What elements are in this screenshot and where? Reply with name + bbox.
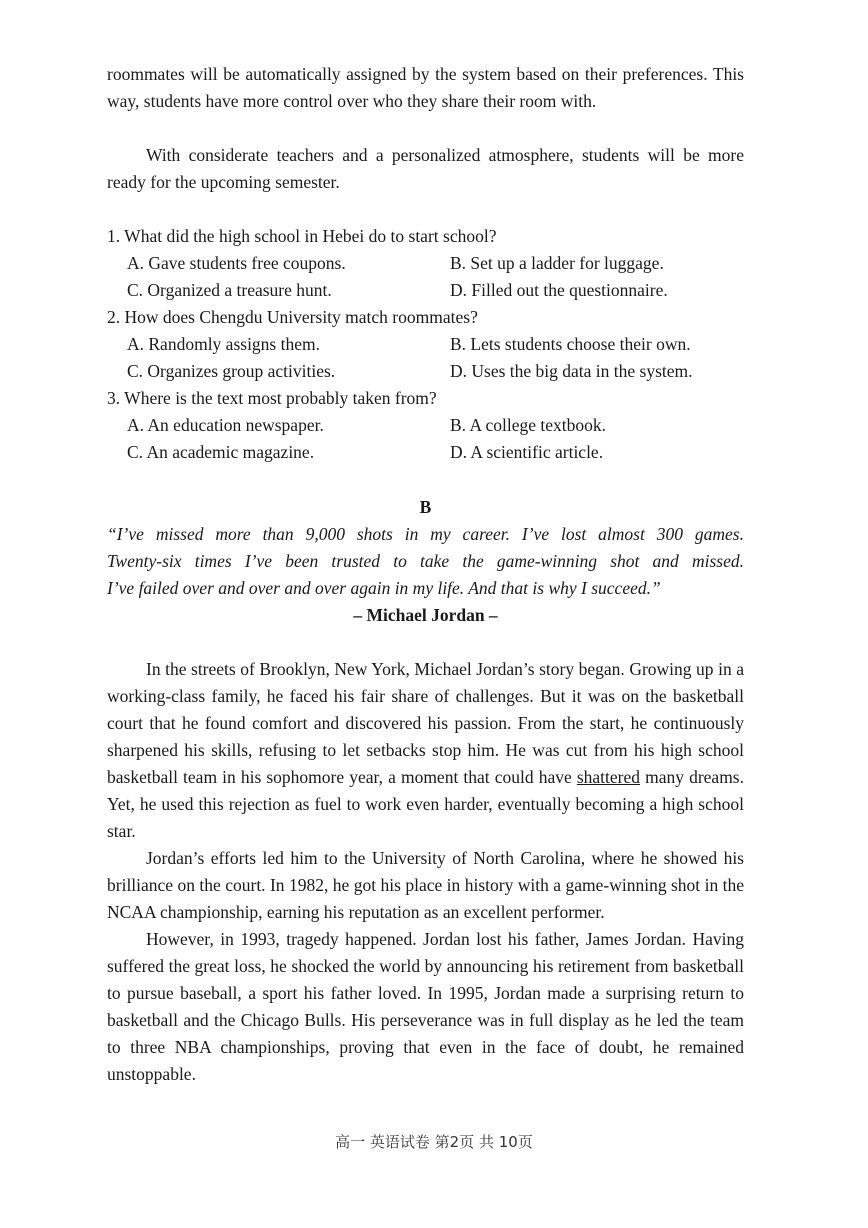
question-3-option-d: D. A scientific article.	[450, 442, 604, 462]
passage-paragraph-2: Jordan’s efforts led him to the University of North Carolina, where he showed his brilliance on the court. In 1982, he got his place in history with a game-winning shot in the NCAA championship, earning his reputation as an excellent performer.	[107, 848, 744, 922]
question-1-option-c: C. Organized a treasure hunt.	[127, 280, 332, 300]
section-heading: B	[419, 497, 432, 517]
question-1-option-d: D. Filled out the questionnaire.	[450, 280, 668, 300]
question-1-option-b: B. Set up a ladder for luggage.	[450, 253, 664, 273]
question-3-option-b: B. A college textbook.	[450, 415, 607, 435]
question-2-option-b: B. Lets students choose their own.	[450, 334, 691, 354]
question-2-option-d: D. Uses the big data in the system.	[450, 361, 693, 381]
question-3-stem: 3. Where is the text most probably taken from?	[107, 388, 437, 408]
quote-line: I’ve failed over and over and over again in my life. And that is why I succeed.”	[107, 578, 661, 598]
paragraph-text: many dreams. Yet, he used this rejection as fuel to work even harder, eventually becoming a high school star.	[107, 767, 744, 841]
closing-paragraph: With considerate teachers and a personalized atmosphere, students will be more ready for the upcoming semester.	[107, 145, 744, 192]
question-1-stem: 1. What did the high school in Hebei do to start school?	[107, 226, 497, 246]
page-footer: 高一 英语试卷 第2页 共 10页	[335, 1133, 533, 1151]
quote-author: – Michael Jordan –	[353, 605, 498, 625]
passage-paragraph-3: However, in 1993, tragedy happened. Jordan lost his father, James Jordan. Having suffered the great loss, he shocked the world by announcing his retirement from basketball to pursue baseball, a sport his father loved. In 1995, Jordan made a surprising return to basketball and the Chicago Bulls. His perseverance was in full display as he led the team to three NBA championships, proving that even in the face of doubt, he remained unstoppable.	[107, 929, 744, 1084]
question-2-stem: 2. How does Chengdu University match roommates?	[107, 307, 478, 327]
question-2-option-c: C. Organizes group activities.	[127, 361, 336, 381]
paragraph-text: In the streets of Brooklyn, New York, Michael Jordan’s story began. Growing up in a working-class family, he faced his fair share of challenges. But it was on the basketball court that he found comfort and discovered his passion. From the start, he continuously sharpened his skills, refusing to let setbacks stop him. He was cut from his high school basketball team in his sophomore year, a moment that could have	[107, 659, 744, 787]
quote-line: Twenty-six times I’ve been trusted to take the game-winning shot and missed.	[107, 551, 744, 571]
question-3-option-c: C. An academic magazine.	[127, 442, 315, 462]
quote-line: “I’ve missed more than 9,000 shots in my career. I’ve lost almost 300 games.	[107, 524, 744, 544]
question-3-option-a: A. An education newspaper.	[127, 415, 324, 435]
jordan-quote	[107, 521, 744, 602]
question-1-option-a: A. Gave students free coupons.	[127, 253, 346, 273]
continued-paragraph: roommates will be automatically assigned by the system based on their preferences. This way, students have more control over who they share their room with.	[107, 64, 744, 111]
passage-paragraph-1	[107, 656, 744, 845]
passage-body	[107, 656, 744, 1088]
question-2-option-a: A. Randomly assigns them.	[127, 334, 320, 354]
underlined-word: shattered	[576, 767, 641, 787]
